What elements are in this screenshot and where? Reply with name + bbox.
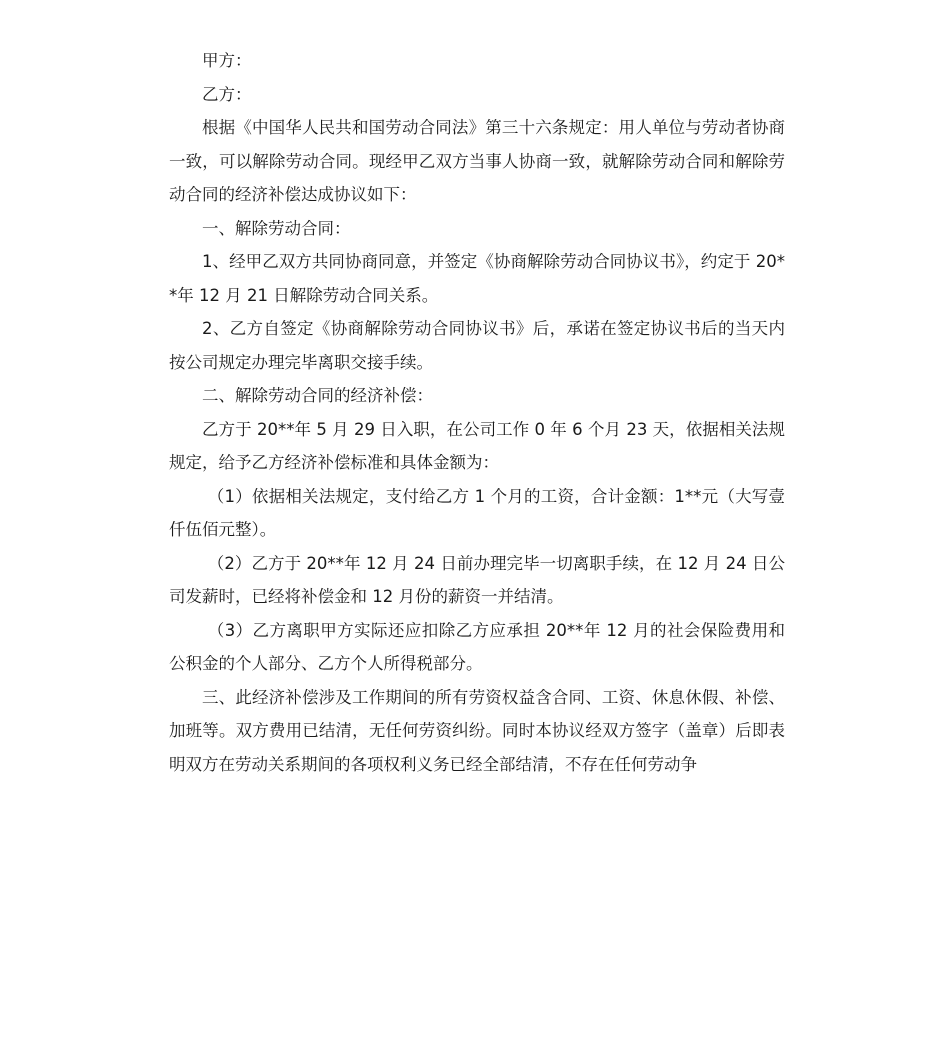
section2-intro: 乙方于 20**年 5 月 29 日入职，在公司工作 0 年 6 个月 23 天，依据相关法规规定，给予乙方经济补偿标准和具体金额为： — [169, 419, 785, 472]
section2-item2: （2）乙方于 20**年 12 月 24 日前办理完毕一切离职手续，在 12 月 24 日公司发薪时，已经将补偿金和 12 月份的薪资一并结清。 — [169, 553, 785, 606]
section2-heading: 二、解除劳动合同的经济补偿： — [202, 386, 433, 405]
intro-paragraph: 根据《中国华人民共和国劳动合同法》第三十六条规定：用人单位与劳动者协商一致，可以解除劳动合同。现经甲乙双方当事人协商一致，就解除劳动合同和解除劳动合同的经济补偿达成协议如下： — [169, 118, 785, 204]
section2-item3: （3）乙方离职甲方实际还应扣除乙方应承担 20**年 12 月的社会保险费用和公积金的个人部分、乙方个人所得税部分。 — [169, 620, 785, 673]
section1-heading: 一、解除劳动合同： — [202, 218, 351, 238]
section3-paragraph: 三、此经济补偿涉及工作期间的所有劳资权益含合同、工资、休息休假、补偿、加班等。双方费用已结清，无任何劳资纠纷。同时本协议经双方签字（盖章）后即表明双方在劳动关系期间的各项权利义务已经全部结清，不存在任何劳动争 — [169, 687, 785, 774]
document-page — [169, 44, 785, 781]
section2-item1: （1）依据相关法规定，支付给乙方 1 个月的工资，合计金额：1**元（大写壹仟伍佰元整）。 — [169, 486, 785, 539]
party-b-line: 乙方： — [202, 84, 252, 104]
section1-item2: 2、乙方自签定《协商解除劳动合同协议书》后，承诺在签定协议书后的当天内按公司规定办理完毕离职交接手续。 — [169, 319, 785, 372]
section1-item1: 1、经甲乙双方共同协商同意，并签定《协商解除劳动合同协议书》，约定于 20**年 12 月 21 日解除劳动合同关系。 — [169, 252, 785, 305]
party-a-line: 甲方： — [202, 51, 252, 70]
